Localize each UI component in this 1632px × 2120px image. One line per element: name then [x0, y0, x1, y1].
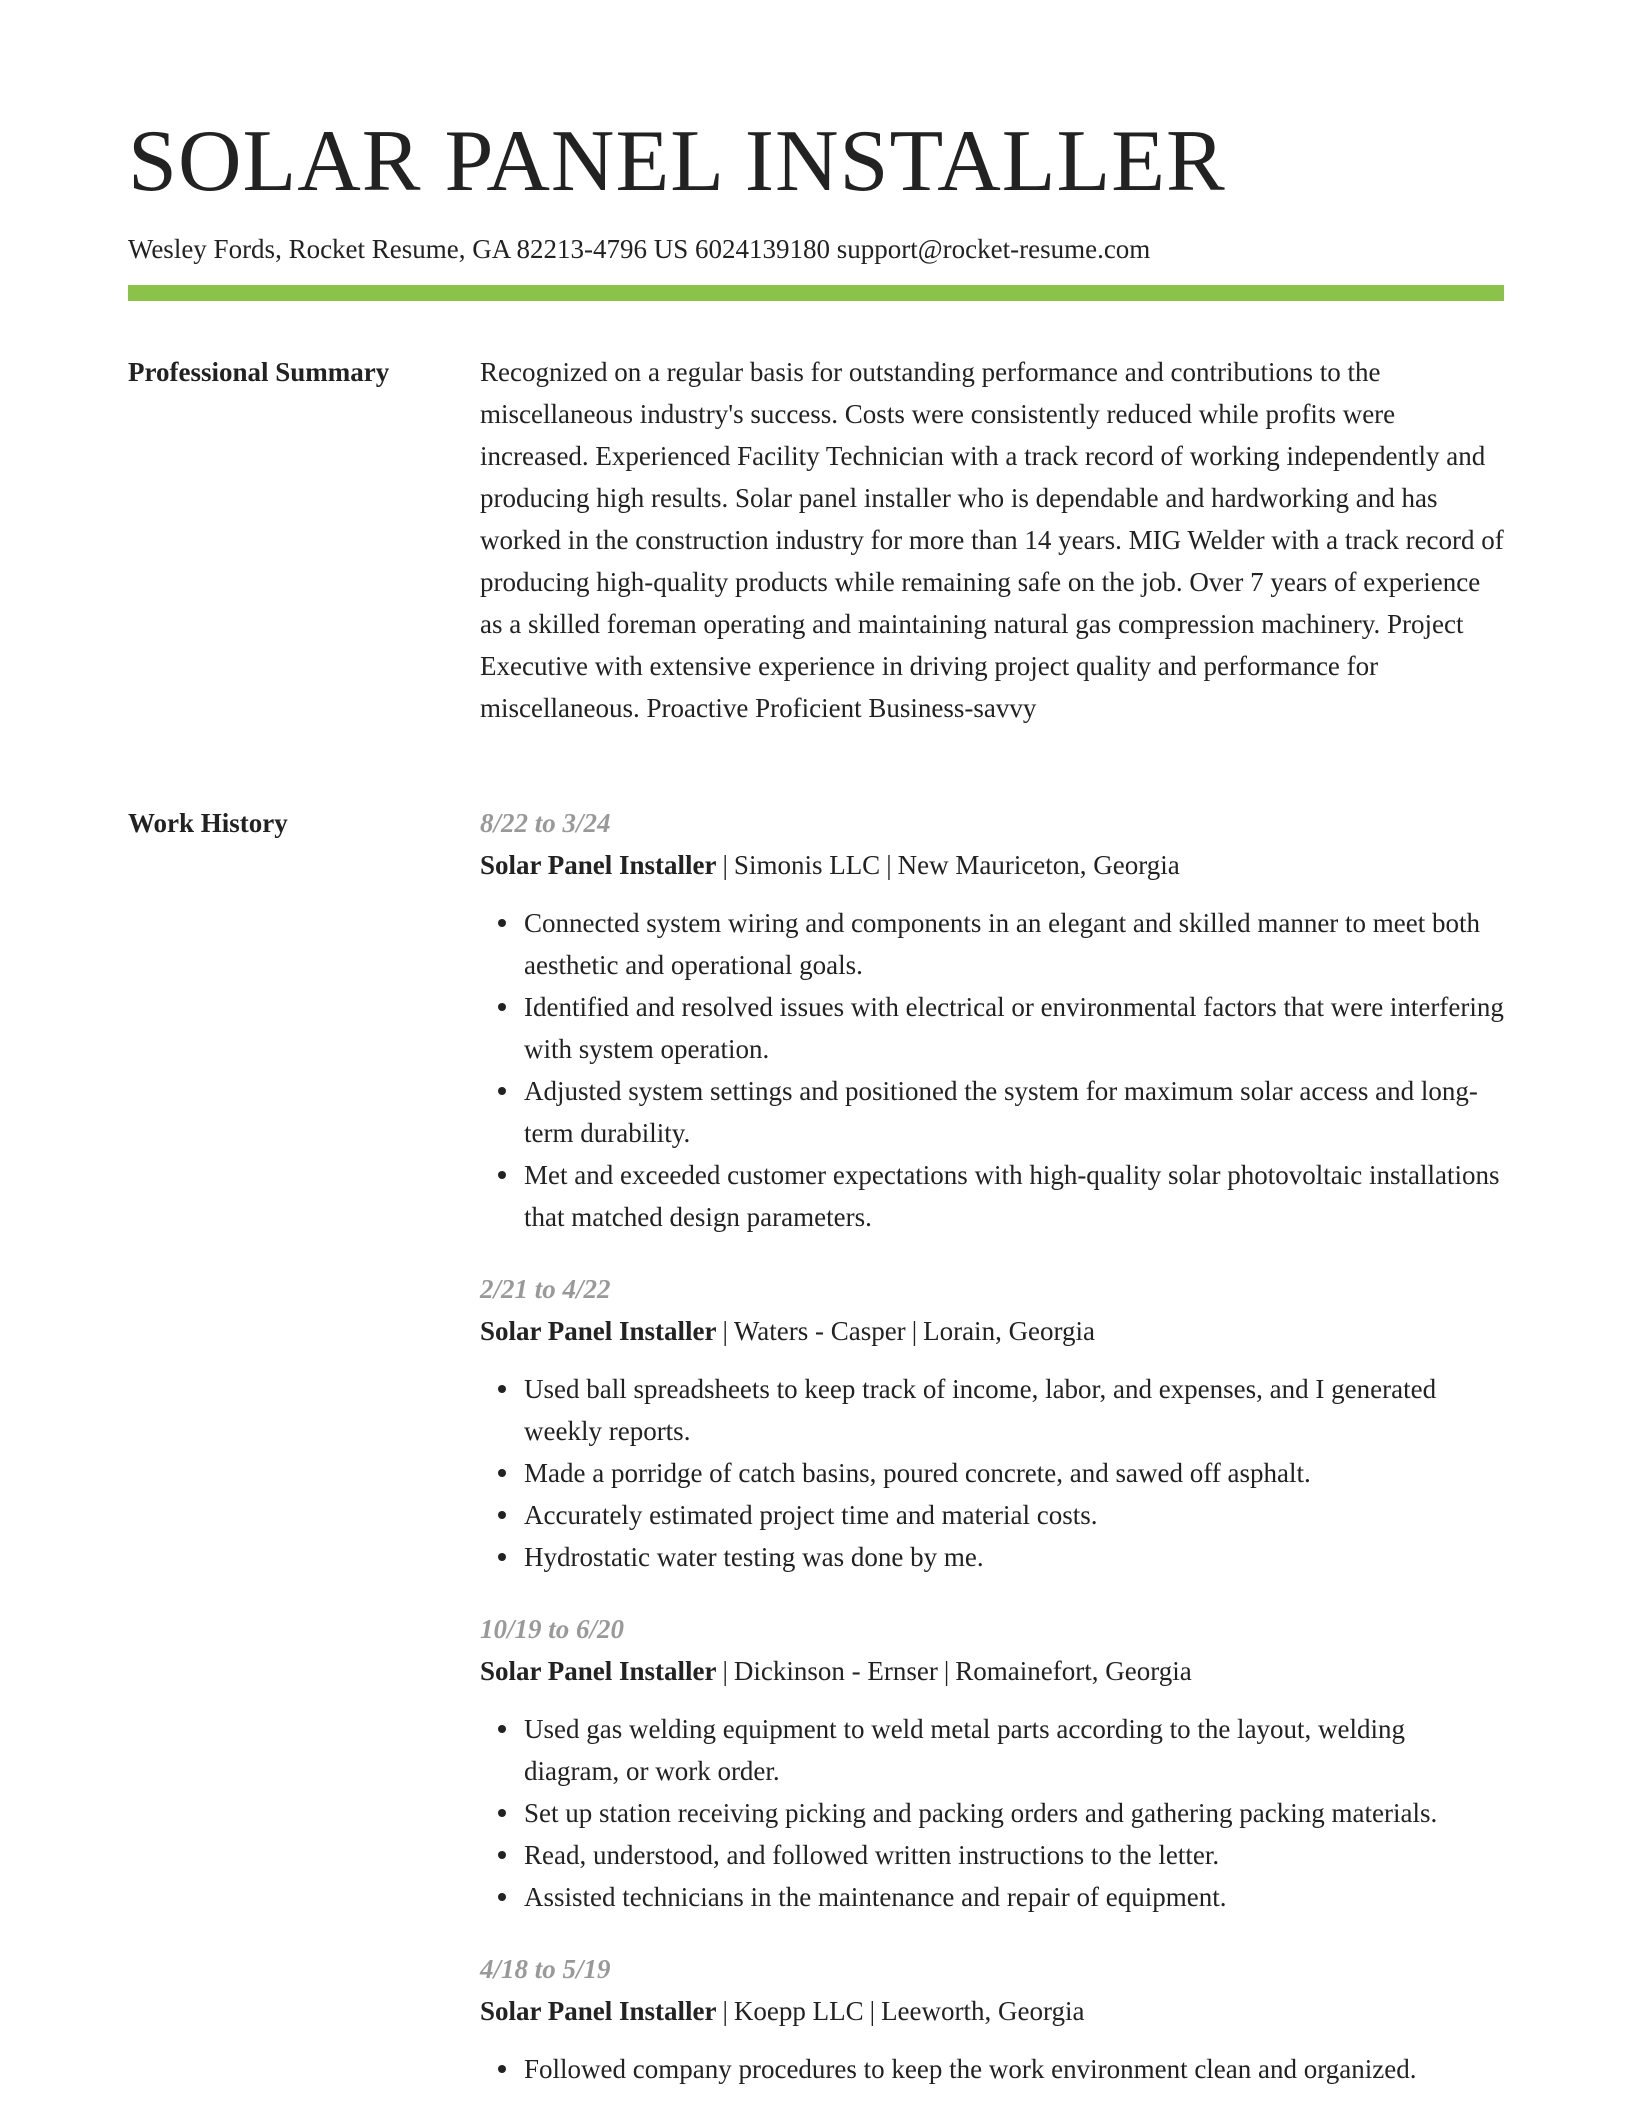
job-bullets: [480, 2048, 1504, 2090]
job-bullet: Followed company procedures to keep the work environment clean and organized.: [524, 2048, 1504, 2090]
job-bullet: Adjusted system settings and positioned the system for maximum solar access and long-term durability.: [524, 1070, 1504, 1154]
job-entry: [480, 1268, 1504, 1578]
header-divider: [128, 285, 1504, 301]
job-dates: 8/22 to 3/24: [480, 808, 611, 838]
separator: |: [722, 850, 728, 880]
job-dates: 4/18 to 5/19: [480, 1954, 611, 1984]
job-entry: [480, 1948, 1504, 2090]
job-heading: [480, 1990, 1504, 2032]
job-location: Leeworth, Georgia: [881, 1996, 1085, 2026]
job-location: New Mauriceton, Georgia: [897, 850, 1180, 880]
separator: |: [943, 1656, 950, 1686]
job-bullet: Used ball spreadsheets to keep track of income, labor, and expenses, and I generated weekly reports.: [524, 1368, 1504, 1452]
separator: |: [911, 1316, 918, 1346]
job-bullet: Met and exceeded customer expectations with high-quality solar photovoltaic installations that matched design parameters.: [524, 1154, 1504, 1238]
job-bullet: Assisted technicians in the maintenance and repair of equipment.: [524, 1876, 1504, 1918]
job-dates: 2/21 to 4/22: [480, 1274, 611, 1304]
work-history-list: [480, 802, 1504, 2120]
job-bullet: Set up station receiving picking and packing orders and gathering packing materials.: [524, 1792, 1504, 1834]
job-title: Solar Panel Installer: [480, 1656, 717, 1686]
job-bullet: Connected system wiring and components in an elegant and skilled manner to meet both aesthetic and operational goals.: [524, 902, 1504, 986]
job-heading: [480, 1310, 1504, 1352]
contact-line: Wesley Fords, Rocket Resume, GA 82213-4796 US 6024139180 support@rocket-resume.com: [128, 234, 1151, 264]
separator: |: [869, 1996, 876, 2026]
separator: |: [886, 850, 892, 880]
professional-summary-body: [480, 351, 1504, 729]
separator: |: [722, 1996, 728, 2026]
job-bullet: Made a porridge of catch basins, poured concrete, and sawed off asphalt.: [524, 1452, 1504, 1494]
job-company: Dickinson - Ernser: [733, 1656, 938, 1686]
job-bullet: Hydrostatic water testing was done by me.: [524, 1536, 1504, 1578]
job-heading: [480, 844, 1504, 886]
job-company: Koepp LLC: [733, 1996, 864, 2026]
separator: |: [722, 1316, 728, 1346]
job-title: Solar Panel Installer: [480, 1996, 717, 2026]
professional-summary-text: Recognized on a regular basis for outstanding performance and contributions to the miscellaneous industry's success. Costs were consistently reduced while profits were increased. Experienced Facility Technician with a track record of working independently and producing high results. Solar panel installer who is dependable and hardworking and has worked in the construction industry for more than 14 years. MIG Welder with a track record of producing high-quality products while remaining safe on the job. Over 7 years of experience as a skilled foreman operating and maintaining natural gas compression machinery. Project Executive with extensive experience in driving project quality and performance for miscellaneous. Proactive Proficient Business-savvy: [480, 357, 1504, 723]
job-entry: [480, 802, 1504, 1238]
work-history-label: Work History: [128, 808, 288, 838]
job-company: Simonis LLC: [733, 850, 881, 880]
job-bullet: Read, understood, and followed written instructions to the letter.: [524, 1834, 1504, 1876]
job-bullet: Used gas welding equipment to weld metal parts according to the layout, welding diagram, or work order.: [524, 1708, 1504, 1792]
job-title: Solar Panel Installer: [480, 850, 717, 880]
job-bullet: Identified and resolved issues with electrical or environmental factors that were interfering with system operation.: [524, 986, 1504, 1070]
job-title: Solar Panel Installer: [480, 1316, 717, 1346]
job-company: Waters - Casper: [733, 1316, 906, 1346]
separator: |: [722, 1656, 728, 1686]
job-bullets: [480, 1368, 1504, 1578]
job-bullet: Accurately estimated project time and material costs.: [524, 1494, 1504, 1536]
resume-title: SOLAR PANEL INSTALLER: [128, 113, 1226, 210]
job-location: Lorain, Georgia: [923, 1316, 1096, 1346]
professional-summary-label: Professional Summary: [128, 357, 390, 387]
job-bullets: [480, 1708, 1504, 1918]
job-bullets: [480, 902, 1504, 1238]
job-entry: [480, 1608, 1504, 1918]
job-heading: [480, 1650, 1504, 1692]
job-location: Romainefort, Georgia: [955, 1656, 1192, 1686]
job-dates: 10/19 to 6/20: [480, 1614, 625, 1644]
